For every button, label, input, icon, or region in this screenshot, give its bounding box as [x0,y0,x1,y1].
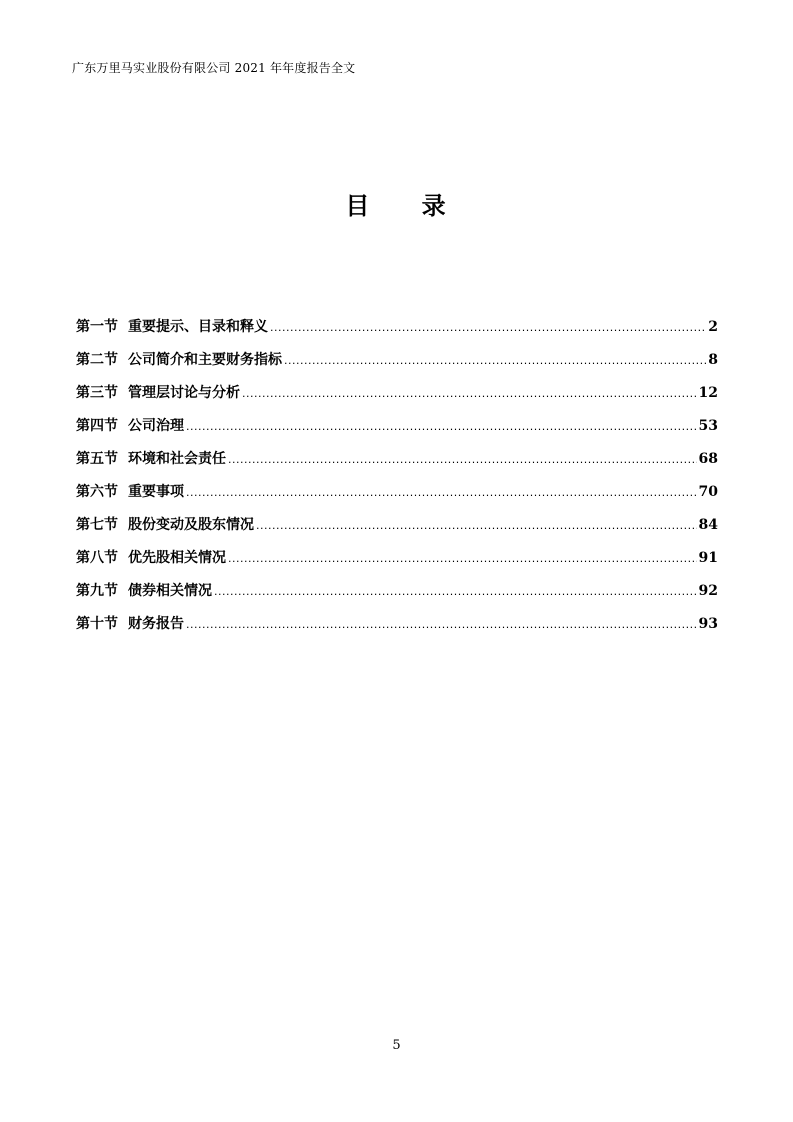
toc-section-number: 第四节 [76,418,118,434]
toc-section-title: 公司简介和主要财务指标 [128,352,282,368]
toc-leader-dots [270,321,706,334]
toc-section-title: 重要事项 [128,484,184,500]
toc-section-number: 第六节 [76,484,118,500]
document-header: 广东万里马实业股份有限公司 2021 年年度报告全文 [72,61,356,75]
toc-leader-dots [284,354,706,367]
toc-page-number: 2 [708,319,718,335]
toc-page-number: 84 [698,517,718,533]
toc-section-number: 第七节 [76,517,118,533]
toc-entry[interactable] [76,580,718,613]
toc-section-number: 第九节 [76,583,118,599]
toc-leader-dots [242,387,697,400]
toc-entry[interactable] [76,448,718,481]
toc-page-number: 70 [698,484,718,500]
toc-leader-dots [228,552,697,565]
toc-entry[interactable] [76,349,718,382]
toc-entry[interactable] [76,415,718,448]
toc-section-number: 第二节 [76,352,118,368]
toc-leader-dots [186,420,697,433]
toc-page-number: 93 [698,616,718,632]
table-of-contents [76,316,718,646]
toc-entry[interactable] [76,382,718,415]
toc-section-number: 第十节 [76,616,118,632]
toc-section-title: 管理层讨论与分析 [128,385,240,401]
toc-leader-dots [186,486,697,499]
toc-leader-dots [214,585,697,598]
page-number: 5 [392,1038,401,1053]
toc-leader-dots [186,618,697,631]
toc-section-title: 公司治理 [128,418,184,434]
toc-section-number: 第八节 [76,550,118,566]
toc-page-number: 53 [698,418,718,434]
toc-page-number: 68 [698,451,718,467]
toc-page-number: 91 [698,550,718,566]
toc-entry[interactable] [76,613,718,646]
toc-leader-dots [256,519,697,532]
toc-leader-dots [228,453,697,466]
toc-section-title: 优先股相关情况 [128,550,226,566]
toc-section-number: 第三节 [76,385,118,401]
toc-page-number: 12 [698,385,718,401]
toc-section-title: 股份变动及股东情况 [128,517,254,533]
toc-page-number: 8 [708,352,718,368]
toc-section-number: 第五节 [76,451,118,467]
toc-section-title: 债券相关情况 [128,583,212,599]
toc-section-title: 重要提示、目录和释义 [128,319,268,335]
toc-entry[interactable] [76,481,718,514]
toc-entry[interactable] [76,316,718,349]
toc-page-number: 92 [698,583,718,599]
toc-section-title: 环境和社会责任 [128,451,226,467]
toc-section-title: 财务报告 [128,616,184,632]
toc-entry[interactable] [76,514,718,547]
page-title: 目 录 [345,192,468,220]
toc-section-number: 第一节 [76,319,118,335]
toc-entry[interactable] [76,547,718,580]
